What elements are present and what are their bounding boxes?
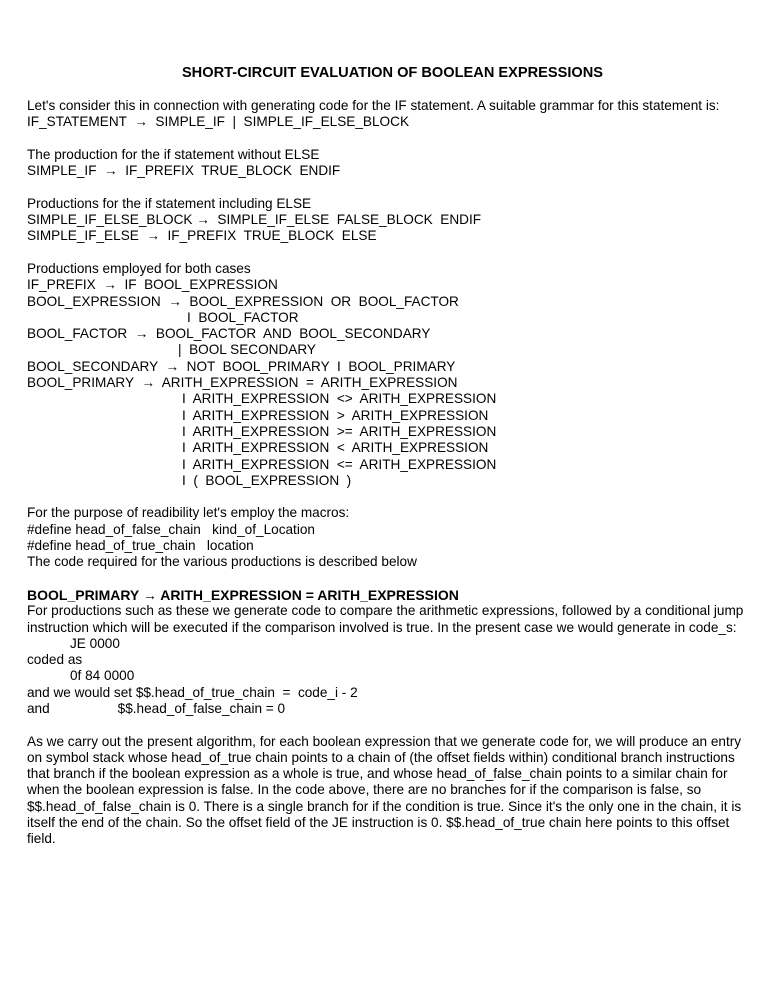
bool-expression-alternative: I BOOL_FACTOR — [187, 309, 299, 325]
bool-primary-alternative: I ARITH_EXPRESSION > ARITH_EXPRESSION — [182, 407, 489, 423]
macros-intro: For the purpose of readibility let's employ the macros: — [27, 505, 350, 521]
code-je-instruction: JE 0000 — [70, 635, 120, 651]
bool-expression-production: BOOL_EXPRESSION → BOOL_EXPRESSION OR BOOL_FACTOR — [27, 293, 459, 309]
bool-primary-alternative: I ARITH_EXPRESSION <= ARITH_EXPRESSION — [182, 456, 497, 472]
bool-primary-alternative: I ARITH_EXPRESSION < ARITH_EXPRESSION — [182, 440, 489, 456]
spacer — [27, 131, 752, 147]
bool-factor-alternative: | BOOL SECONDARY — [178, 342, 316, 358]
macros-outro: The code required for the various productions is described below — [27, 554, 417, 570]
spacer — [27, 489, 752, 505]
spacer — [27, 717, 752, 733]
define-false-chain: #define head_of_false_chain kind_of_Location — [27, 521, 315, 537]
bool-primary-alternative: I ARITH_EXPRESSION >= ARITH_EXPRESSION — [182, 423, 497, 439]
document-title: SHORT-CIRCUIT EVALUATION OF BOOLEAN EXPRESSIONS — [181, 65, 604, 81]
section-paragraph: For productions such as these we generate code to compare the arithmetic expressions, followed by a conditional jump instruction which will be executed if the comparison involved is true. In the present case we would generate in code_s: — [27, 603, 744, 635]
simple-if-else-production: SIMPLE_IF_ELSE → IF_PREFIX TRUE_BLOCK ELSE — [27, 228, 377, 244]
both-cases-label: Productions employed for both cases — [27, 260, 251, 276]
bool-primary-production: BOOL_PRIMARY → ARITH_EXPRESSION = ARITH_EXPRESSION — [27, 375, 458, 391]
explanation-paragraph: As we carry out the present algorithm, for each boolean expression that we generate code for, we will produce an entry on symbol stack whose head_of_true chain points to a chain of (the offset fields within) conditional branch instructions that branch if the boolean expression as a whole is true, and whose head_of_false_chain points to a similar chain for when the boolean expression is false. In the code above, there are no branches for if the comparison is false, so $$.head_of_false_chain is 0. There is a single branch for if the condition is true. Since it's the only one in the chain, it is itself the end of the chain. So the offset field of the JE instruction is 0. $$.head_of_true chain here points to this offset field. — [27, 733, 742, 847]
set-false-chain: and $$.head_of_false_chain = 0 — [27, 700, 286, 716]
without-else-label: The production for the if statement without ELSE — [27, 146, 320, 162]
spacer — [27, 571, 752, 587]
simple-if-else-block-production: SIMPLE_IF_ELSE_BLOCK → SIMPLE_IF_ELSE FALSE_BLOCK ENDIF — [27, 212, 482, 228]
code-machine-bytes: 0f 84 0000 — [70, 668, 135, 684]
bool-secondary-production: BOOL_SECONDARY → NOT BOOL_PRIMARY I BOOL_PRIMARY — [27, 358, 456, 374]
bool-primary-alternative: I ARITH_EXPRESSION <> ARITH_EXPRESSION — [182, 391, 497, 407]
define-true-chain: #define head_of_true_chain location — [27, 538, 254, 554]
including-else-label: Productions for the if statement including ELSE — [27, 195, 312, 211]
intro-paragraph: Let's consider this in connection with generating code for the IF statement. A suitable grammar for this statement is: — [27, 98, 720, 113]
section-heading: BOOL_PRIMARY → ARITH_EXPRESSION = ARITH_EXPRESSION — [27, 586, 459, 603]
bool-factor-production: BOOL_FACTOR → BOOL_FACTOR AND BOOL_SECONDARY — [27, 326, 431, 342]
if-statement-production: IF_STATEMENT → SIMPLE_IF | SIMPLE_IF_ELSE_BLOCK — [27, 114, 410, 130]
coded-as-label: coded as — [27, 652, 83, 668]
simple-if-production: SIMPLE_IF → IF_PREFIX TRUE_BLOCK ENDIF — [27, 163, 341, 179]
spacer — [27, 245, 752, 261]
set-true-chain: and we would set $$.head_of_true_chain = code_i - 2 — [27, 684, 358, 700]
document-page — [27, 64, 752, 848]
bool-primary-alternative: I ( BOOL_EXPRESSION ) — [182, 472, 352, 488]
spacer — [27, 179, 752, 195]
if-prefix-production: IF_PREFIX → IF BOOL_EXPRESSION — [27, 277, 278, 293]
